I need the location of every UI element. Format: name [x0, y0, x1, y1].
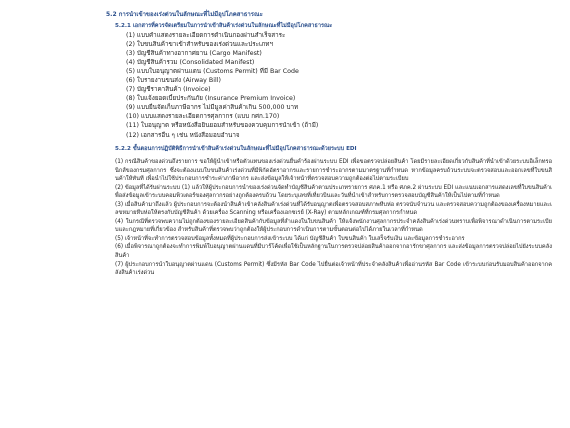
procedure-paragraph: (7) ผู้ประกอบการนำใบอนุญาตผ่านแดน (Customs Permit) ซึ่งมีรหัส Bar Code ไปยื่นต่อเจ้าหน้าที่ประจำคลังสินค้าเพื่ออ่านรหัส Bar Code เข้าระบบก่อนรับมอบสินค้าออกจากคลังสินค้าเร่งด่วน — [115, 261, 552, 277]
subsection-heading-documents: 5.2.1 เอกสารที่ควรจัดเตรียมในการนำเข้าสินค้าเร่งด่วนในลักษณะที่ไม่มีอุปโภคสาธารณะ — [115, 23, 333, 29]
document-list — [126, 31, 426, 140]
document-item: (6) ใบรายงานขนส่ง (Airway Bill) — [126, 77, 221, 85]
subsection-heading-procedure: 5.2.2 ขั้นตอนการปฏิบัติพิธีการนำเข้าสินค้าเร่งด่วนในลักษณะที่ไม่มีอุปโภคสาธารณะด้วยระบบ EDI — [115, 146, 357, 152]
document-item: (3) บัญชีสินค้าทางอากาศยาน (Cargo Manifest) — [126, 50, 262, 58]
procedure-paragraph: (3) เมื่อสินค้ามาถึงแล้ว ผู้ประกอบการจะต้องนำสินค้าเข้าคลังสินค้าเร่งด่วนที่ได้รับอนุญาตเพื่อตรวจสอบสภาพหีบห่อ ตรวจนับจำนวน และตรวจสอบความถูกต้องของเครื่องหมายและเลขหมายหีบห่อให้ตรงกับบัญชีสินค้า ด้วยเครื่อง Scanning หรือเครื่องเอกซเรย์ (X-Ray) ตามหลักเกณฑ์ที่กรมศุลกากรกำหนด — [115, 201, 552, 217]
document-item: (7) บัญชีราคาสินค้า (Invoice) — [126, 86, 211, 94]
procedure-steps — [115, 158, 552, 278]
document-item: (5) แบบใบอนุญาตผ่านแดน (Customs Permit) ที่มี Bar Code — [126, 68, 299, 76]
procedure-paragraph: (5) เจ้าหน้าที่จะทำการตรวจสอบข้อมูลทั้งหมดที่ผู้ประกอบการส่งเข้าระบบ ได้แก่ บัญชีสินค้า ใบขนสินค้า ใบเสร็จรับเงิน และข้อมูลการชำระอากร — [115, 235, 465, 242]
document-item: (4) บัญชีสินค้ารวม (Consolidated Manifest) — [126, 59, 255, 67]
procedure-paragraph: (4) ในกรณีที่ตรวจพบความไม่ถูกต้องของรายละเอียดสินค้ากับข้อมูลที่สำแดงในใบขนสินค้า ให้แจ้งพนักงานศุลกากรประจำคลังสินค้าเร่งด่วนทราบเพื่อพิจารณาดำเนินการตามระเบียบและกฎหมายที่เกี่ยวข้อง สำหรับสินค้าที่ตรวจพบว่าถูกต้องให้ผู้ประกอบการดำเนินการตามขั้นตอนต่อไปได้ภายในเวลาที่กำหนด — [115, 218, 552, 234]
document-item: (11) ใบอนุญาต หรือหนังสือยินยอมสำหรับของควบคุมการนำเข้า (ถ้ามี) — [126, 122, 319, 130]
procedure-paragraph: (6) เมื่อพิจารณาถูกต้องจะทำการพิมพ์ใบอนุญาตผ่านแดนที่มีบาร์โค้ดเพื่อใช้เป็นหลักฐานในการตรวจปล่อยสินค้าออกจากอารักขาศุลกากร และส่งข้อมูลการตรวจปล่อยไปยังระบบคลังสินค้า — [115, 244, 552, 260]
document-item: (10) แบบแสดงรายละเอียดการศุลกากร (แบบ กศก.170) — [126, 113, 280, 121]
document-item: (12) เอกสารอื่น ๆ เช่น หนังสือมอบอำนาจ — [126, 131, 240, 139]
document-item: (8) ใบแจ้งยอดเบี้ยประกันภัย (Insurance Premium Invoice) — [126, 95, 296, 103]
document-item: (2) ใบขนสินค้าขาเข้าสำหรับของเร่งด่วนและประเภทฯ — [126, 41, 273, 49]
procedure-paragraph: (2) ข้อมูลที่ได้รับผ่านระบบ (1) แล้วให้ผู้ประกอบการนำของเร่งด่วนจัดทำบัญชีสินค้าตามประเภทรายการ ศภค.1 หรือ ศภค.2 ผ่านระบบ EDI และแนบเอกสารแสดงเลขที่ใบขนสินค้าเพื่อส่งข้อมูลเข้าระบบคอมพิวเตอร์ของศุลกากรอย่างถูกต้องครบถ้วน โดยระบุเลขที่เที่ยวบินและวันที่นำเข้าสำหรับการตรวจสอบบัญชีสินค้าให้เป็นไปตามที่กำหนด — [115, 184, 552, 200]
procedure-paragraph: (1) กรณีสินค้าของด่วนถึงรายการ ขอให้ผู้นำเข้าหรือตัวแทนของเร่งด่วนยื่นคำร้องผ่านระบบ EDI เพื่อขอตรวจปล่อยสินค้า โดยมีรายละเอียดเกี่ยวกับสินค้าที่นำเข้าด้วยระบบอิเล็กทรอนิกส์ของกรมศุลกากร ซึ่งจะต้องแนบใบขนสินค้าเร่งด่วนที่มีพิกัดอัตราอากรและรายการชำระอากรตามมาตรฐานที่กำหนด หากข้อมูลครบถ้วนระบบจะตรวจสอบและออกเลขที่ใบขนสินค้าให้ทันที เพื่อนำไปใช้ประกอบการชำระค่าภาษีอากร และส่งข้อมูลให้เจ้าหน้าที่ตรวจสอบความถูกต้องต่อไปตามระเบียบ — [115, 159, 552, 183]
document-item: (9) แบบยื่นจัดเก็บภาษีอากร ไม่มีมูลค่าสินค้าเกิน 500,000 บาท — [126, 104, 299, 112]
document-item: (1) แบบคำแสดงรายละเอียดการดำเนินกองผ่านสำเร็จสาระ — [126, 32, 286, 39]
section-heading: 5.2 การนำเข้าของเร่งด่วนในลักษณะที่ไม่มีอุปโภคสาธารณะ — [106, 11, 263, 18]
